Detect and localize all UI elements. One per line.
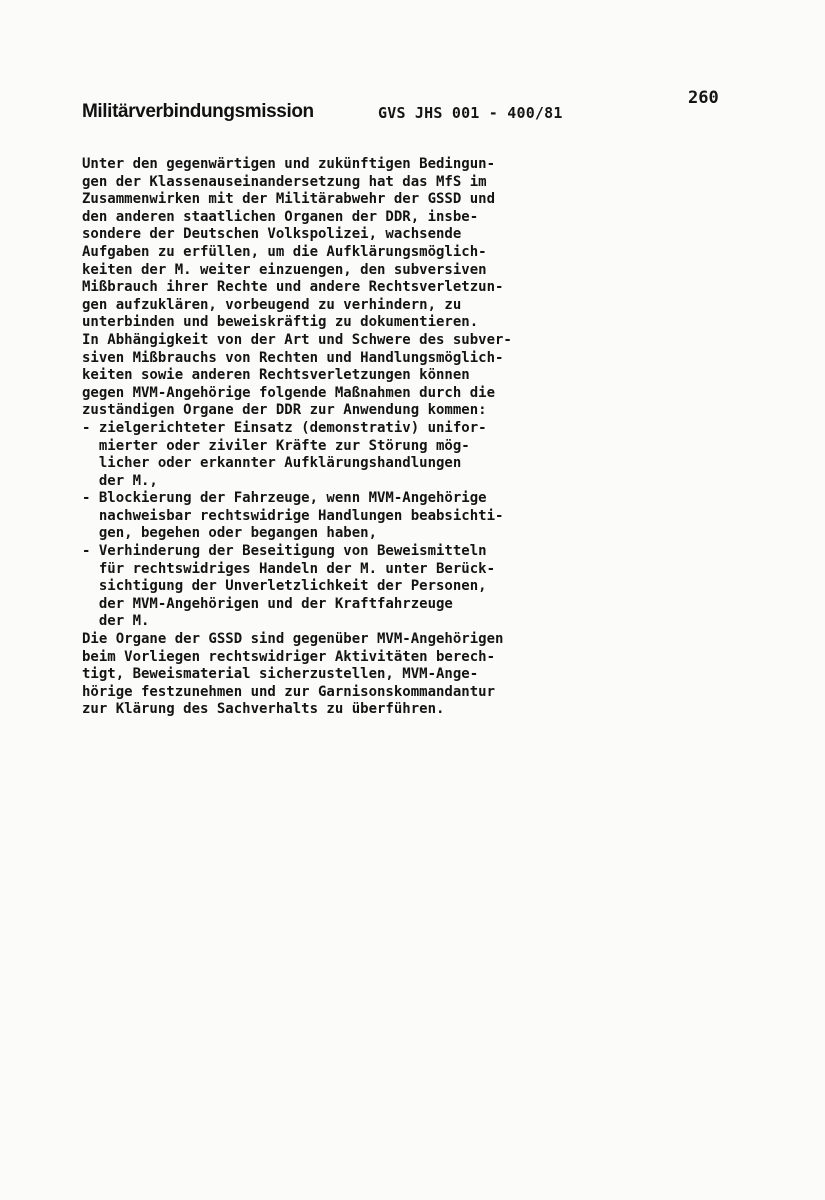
text-line: Die Organe der GSSD sind gegenüber MVM-Angehörigen — [82, 631, 504, 648]
list-item-line: der M., — [82, 472, 158, 489]
list-item-line: - Verhinderung der Beseitigung von Beweismitteln — [82, 543, 487, 560]
list-item-line: - zielgerichteter Einsatz (demonstrativ) unifor- — [82, 419, 487, 436]
text-line: unterbinden und beweiskräftig zu dokumentieren. — [82, 314, 479, 331]
text-line: gegen MVM-Angehörige folgende Maßnahmen durch die — [82, 384, 496, 401]
list-item-line: gen, begehen oder begangen haben, — [82, 525, 378, 542]
text-line: gen der Klassenauseinandersetzung hat das MfS im — [82, 173, 487, 190]
list-item-line: für rechtswidriges Handeln der M. unter Berück- — [82, 560, 496, 577]
text-line: hörige festzunehmen und zur Garnisonskommandantur — [82, 683, 496, 700]
list-item-line: mierter oder ziviler Kräfte zur Störung mög- — [82, 437, 470, 454]
classification-code: GVS JHS 001 - 400/81 — [378, 104, 563, 122]
text-line: Unter den gegenwärtigen und zukünftigen Bedingun- — [82, 156, 496, 172]
text-line: zuständigen Organe der DDR zur Anwendung kommen: — [82, 402, 487, 419]
text-line: In Abhängigkeit von der Art und Schwere des subver- — [82, 331, 512, 348]
text-line: Zusammenwirken mit der Militärabwehr der GSSD und — [82, 191, 496, 208]
text-line: keiten sowie anderen Rechtsverletzungen können — [82, 367, 470, 384]
header-title: Militärverbindungsmission — [82, 101, 314, 122]
list-item-line: sichtigung der Unverletzlichkeit der Personen, — [82, 578, 487, 595]
text-line: keiten der M. weiter einzuengen, den subversiven — [82, 261, 487, 278]
text-line: den anderen staatlichen Organen der DDR, insbe- — [82, 208, 479, 225]
list-item-line: der M. — [82, 613, 150, 630]
list-item-line: licher oder erkannter Aufklärungshandlungen — [82, 455, 462, 472]
list-item-line: - Blockierung der Fahrzeuge, wenn MVM-Angehörige — [82, 490, 487, 507]
text-line: zur Klärung des Sachverhalts zu überführen. — [82, 701, 445, 718]
list-item-line: nachweisbar rechtswidrige Handlungen beabsichti- — [82, 507, 504, 524]
body-text — [82, 156, 702, 719]
text-line: Aufgaben zu erfüllen, um die Aufklärungsmöglich- — [82, 243, 487, 260]
text-line: siven Mißbrauchs von Rechten und Handlungsmöglich- — [82, 349, 504, 366]
list-item-line: der MVM-Angehörigen und der Kraftfahrzeuge — [82, 595, 453, 612]
page-number: 260 — [688, 88, 719, 108]
text-line: beim Vorliegen rechtswidriger Aktivitäten berech- — [82, 648, 496, 665]
text-line: gen aufzuklären, vorbeugend zu verhindern, zu — [82, 296, 462, 313]
text-line: sondere der Deutschen Volkspolizei, wachsende — [82, 226, 462, 243]
text-line: Mißbrauch ihrer Rechte und andere Rechtsverletzun- — [82, 279, 504, 296]
text-line: tigt, Beweismaterial sicherzustellen, MVM-Ange- — [82, 666, 479, 683]
